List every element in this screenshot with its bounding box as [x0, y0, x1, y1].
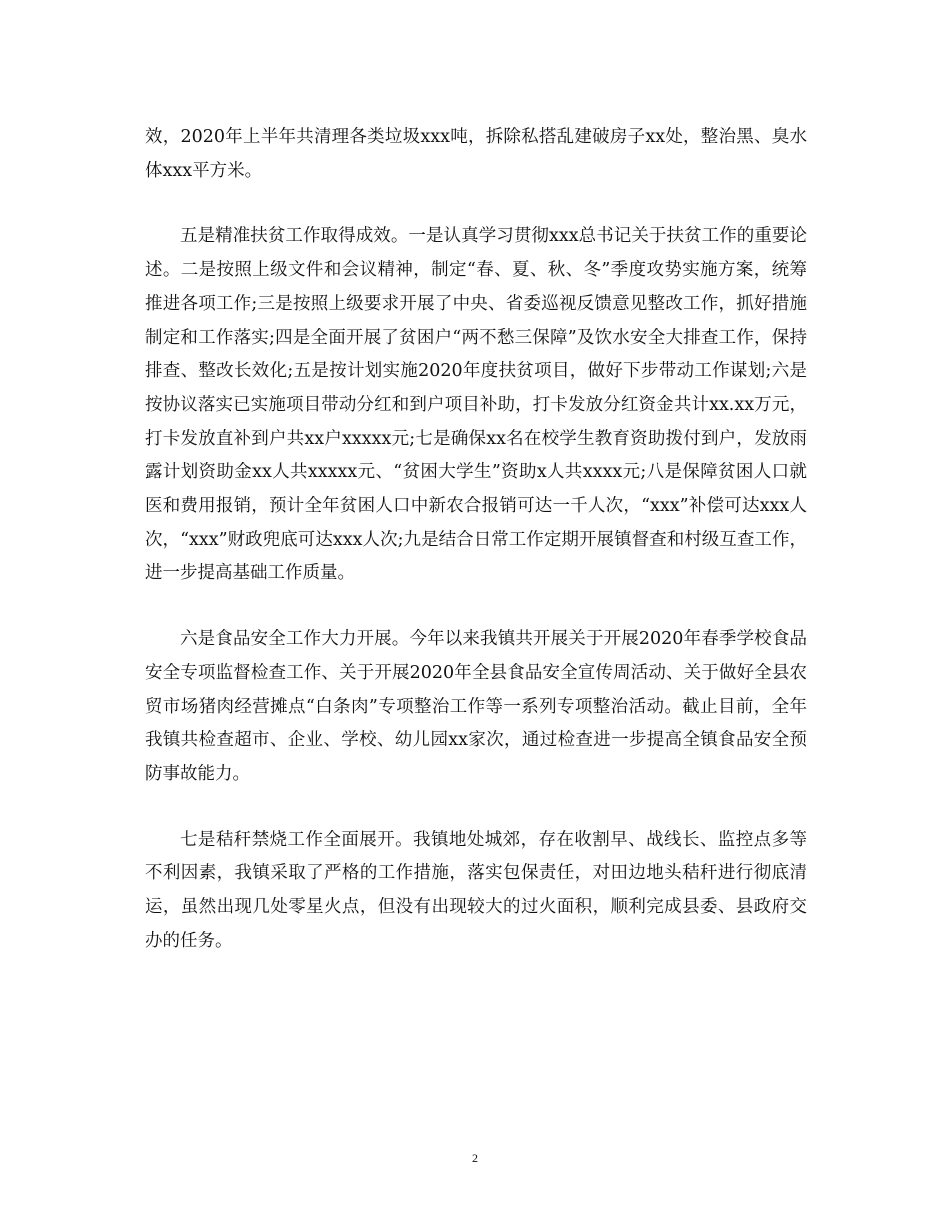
paragraph-sanitation-results: 效，2020年上半年共清理各类垃圾xxx吨，拆除私搭乱建破房子xx处，整治黑、臭水体xxx平方米。 [145, 127, 807, 181]
page-body [145, 121, 807, 958]
page-number: 2 [472, 1151, 478, 1165]
paragraph-straw-burning-ban: 七是秸秆禁烧工作全面展开。我镇地处城郊，存在收割早、战线长、监控点多等不利因素，我镇采取了严格的工作措施，落实包保责任，对田边地头秸秆进行彻底清运，虽然出现几处零星火点，但没有出现较大的过火面积，顺利完成县委、县政府交办的任务。 [145, 829, 807, 951]
paragraph-poverty-alleviation: 五是精准扶贫工作取得成效。一是认真学习贯彻xxx总书记关于扶贫工作的重要论述。二是按照上级文件和会议精神，制定“春、夏、秋、冬”季度攻势实施方案，统筹推进各项工作;三是按照上级要求开展了中央、省委巡视反馈意见整改工作，抓好措施制定和工作落实;四是全面开展了贫困户“两不愁三保障”及饮水安全大排查工作，保持排查、整改长效化;五是按计划实施2020年度扶贫项目，做好下步带动工作谋划;六是按协议落实已实施项目带动分红和到户项目补助，打卡发放分红资金共计xx.xx万元，打卡发放直补到户共xx户xxxxx元;七是确保xx名在校学生教育资助拨付到户，发放雨露计划资助金xx人共xxxxx元、“贫困大学生”资助x人共xxxx元;八是保障贫困人口就医和费用报销，预计全年贫困人口中新农合报销可达一千人次，“xxx”补偿可达xxx人次，“xxx”财政兜底可达xxx人次;九是结合日常工作定期开展镇督查和村级互查工作，进一步提高基础工作质量。 [145, 226, 807, 584]
paragraph-food-safety: 六是食品安全工作大力开展。今年以来我镇共开展关于开展2020年春季学校食品安全专项监督检查工作、关于开展2020年全县食品安全宣传周活动、关于做好全县农贸市场猪肉经营摊点“白条肉”专项整治工作等一系列专项整治活动。截止目前，全年我镇共检查超市、企业、学校、幼儿园xx家次，通过检查进一步提高全镇食品安全预防事故能力。 [145, 629, 807, 784]
